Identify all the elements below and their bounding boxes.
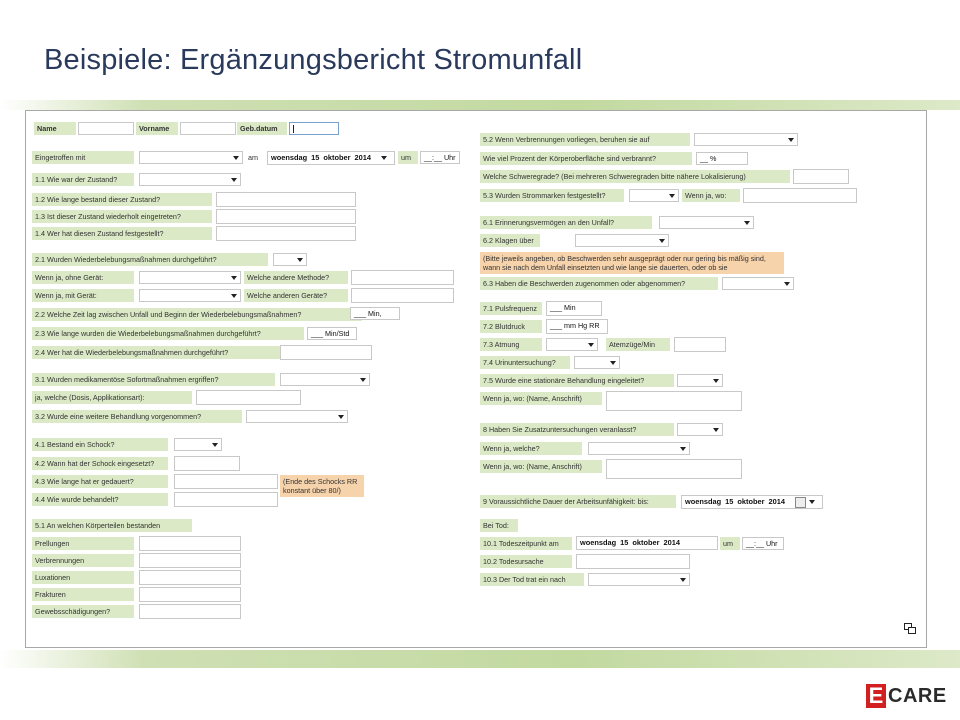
q1-4-label: 1.4 Wer hat diesen Zustand festgestellt? <box>32 227 212 240</box>
q7-2-label: 7.2 Blutdruck <box>480 320 542 333</box>
welche-methode-label: Welche andere Methode? <box>244 271 348 284</box>
bei-tod-label: Bei Tod: <box>480 519 518 532</box>
q10-1-um-label: um <box>720 537 740 550</box>
q4-3-input[interactable] <box>174 474 278 489</box>
q7-2-input[interactable]: ___ mm Hg RR <box>546 319 608 334</box>
q3-2-select[interactable] <box>246 410 348 423</box>
date-year: 2014 <box>354 153 371 162</box>
q1-3-label: 1.3 Ist dieser Zustand wiederholt eingetreten? <box>32 210 212 223</box>
date-day: 15 <box>311 153 320 162</box>
q7-5-select[interactable] <box>677 374 723 387</box>
q2-1-label: 2.1 Wurden Wiederbelebungsmaßnahmen durchgeführt? <box>32 253 268 266</box>
ja-welche-input[interactable] <box>196 390 301 405</box>
q2-4-input[interactable] <box>280 345 372 360</box>
q9-label: 9 Voraussichtliche Dauer der Arbeitsunfähigkeit: bis: <box>480 495 676 508</box>
q6-2-label: 6.2 Klagen über <box>480 234 540 247</box>
frakturen-input[interactable] <box>139 587 241 602</box>
eingetroffen-date[interactable] <box>267 151 395 165</box>
schweregrade-input[interactable] <box>793 169 849 184</box>
wenn-welche-label: Wenn ja, welche? <box>480 442 582 455</box>
q10-1-label: 10.1 Todeszeitpunkt am <box>480 537 572 550</box>
welche-geraete-input[interactable] <box>351 288 454 303</box>
chevron-down-icon <box>744 221 750 225</box>
form-screenshot-frame <box>25 110 927 648</box>
q7-1-input[interactable]: ___ Min <box>546 301 602 316</box>
chevron-down-icon <box>360 378 366 382</box>
chevron-down-icon <box>588 343 594 347</box>
q1-3-input[interactable] <box>216 209 356 224</box>
q1-2-label: 1.2 Wie lange bestand dieser Zustand? <box>32 193 212 206</box>
q7-3-select[interactable] <box>546 338 598 351</box>
luxationen-label: Luxationen <box>32 571 134 584</box>
q2-2-input[interactable]: ___ Min, <box>350 307 400 320</box>
q6-3-select[interactable] <box>722 277 794 290</box>
top-band <box>0 100 960 110</box>
date-month: oktober <box>632 538 660 547</box>
q6-1-label: 6.1 Erinnerungsvermögen an den Unfall? <box>480 216 652 229</box>
chevron-down-icon <box>297 258 303 262</box>
date-year: 2014 <box>663 538 680 547</box>
q4-2-input[interactable] <box>174 456 240 471</box>
q10-1-time-input[interactable]: __:__ Uhr <box>742 537 784 550</box>
chevron-down-icon <box>788 138 794 142</box>
wenn-wo-input[interactable] <box>743 188 857 203</box>
vorname-input[interactable] <box>180 122 236 135</box>
gewebs-label: Gewebsschädigungen? <box>32 605 134 618</box>
wenn-wo-name-label: Wenn ja, wo: (Name, Anschrift) <box>480 392 602 405</box>
chevron-down-icon <box>784 282 790 286</box>
expand-icon[interactable] <box>904 623 916 634</box>
chevron-down-icon <box>680 578 686 582</box>
date-month: oktober <box>323 153 351 162</box>
wenn-wo-label: Wenn ja, wo: <box>682 189 740 202</box>
q10-1-date[interactable] <box>576 536 718 550</box>
chevron-down-icon <box>231 294 237 298</box>
q6-3-label: 6.3 Haben die Beschwerden zugenommen oder abgenommen? <box>480 277 718 290</box>
chevron-down-icon <box>680 447 686 451</box>
q2-4-label: 2.4 Wer hat die Wiederbelebungsmaßnahmen durchgeführt? <box>32 346 280 359</box>
q1-1-select[interactable] <box>139 173 241 186</box>
date-month: oktober <box>737 497 765 506</box>
gewebs-input[interactable] <box>139 604 241 619</box>
q8-label: 8 Haben Sie Zusatzuntersuchungen veranlasst? <box>480 423 674 436</box>
verbrennungen-input[interactable] <box>139 553 241 568</box>
calendar-icon[interactable] <box>795 497 806 508</box>
wenn-wo-name2-input[interactable] <box>606 459 742 479</box>
chevron-down-icon <box>713 379 719 383</box>
logo-care: CARE <box>888 685 947 707</box>
ja-welche-label: ja, welche (Dosis, Applikationsart): <box>32 391 192 404</box>
atemzuege-input[interactable] <box>674 337 726 352</box>
chevron-down-icon <box>669 194 675 198</box>
wenn-wo-name-input[interactable] <box>606 391 742 411</box>
q3-1-select[interactable] <box>280 373 370 386</box>
q6-2-note: (Bitte jeweils angeben, ob Beschwerden sehr ausgeprägt oder nur gering bis mäßig sind, wann sie nach dem Unfall einsetzten und wie lange sie dauerten, oder ob sie <box>480 252 784 274</box>
q4-1-select[interactable] <box>174 438 222 451</box>
wenn-ohne-select[interactable] <box>139 271 241 284</box>
q4-4-input[interactable] <box>174 492 278 507</box>
q7-4-select[interactable] <box>574 356 620 369</box>
prellungen-label: Prellungen <box>32 537 134 550</box>
wenn-mit-select[interactable] <box>139 289 241 302</box>
q4-1-label: 4.1 Bestand ein Schock? <box>32 438 168 451</box>
q5-1-label: 5.1 An welchen Körperteilen bestanden <box>32 519 192 532</box>
q5-3-select[interactable] <box>629 189 679 202</box>
q2-2-label: 2.2 Welche Zeit lag zwischen Unfall und Beginn der Wiederbelebungsmaßnahmen? <box>32 308 362 321</box>
prozent-input[interactable]: __ % <box>696 152 748 165</box>
ecare-logo <box>866 684 948 708</box>
q1-4-input[interactable] <box>216 226 356 241</box>
prellungen-input[interactable] <box>139 536 241 551</box>
q10-3-select[interactable] <box>588 573 690 586</box>
wenn-mit-label: Wenn ja, mit Gerät: <box>32 289 134 302</box>
q4-4-label: 4.4 Wie wurde behandelt? <box>32 493 168 506</box>
q2-3-input[interactable]: ___ Min/Std <box>307 327 357 340</box>
gebdatum-input[interactable] <box>289 122 339 135</box>
date-year: 2014 <box>768 497 785 506</box>
gebdatum-label: Geb.datum <box>237 122 287 135</box>
eingetroffen-select[interactable] <box>139 151 243 164</box>
name-label: Name <box>34 122 76 135</box>
q9-date[interactable] <box>681 495 823 509</box>
chevron-down-icon <box>659 239 665 243</box>
q10-2-input[interactable] <box>576 554 690 569</box>
q4-3-label: 4.3 Wie lange hat er gedauert? <box>32 475 168 488</box>
q3-2-label: 3.2 Wurde eine weitere Behandlung vorgenommen? <box>32 410 242 423</box>
luxationen-input[interactable] <box>139 570 241 585</box>
date-day: 15 <box>620 538 629 547</box>
wenn-ohne-label: Wenn ja, ohne Gerät: <box>32 271 134 284</box>
chevron-down-icon <box>212 443 218 447</box>
chevron-down-icon <box>231 276 237 280</box>
date-weekday: woensdag <box>580 538 617 547</box>
chevron-down-icon <box>231 178 237 182</box>
bottom-band <box>0 650 960 668</box>
slide-title: Beispiele: Ergänzungsbericht Stromunfall <box>44 44 583 76</box>
prozent-label: Wie viel Prozent der Körperoberfläche sind verbrannt? <box>480 152 692 165</box>
q8-select[interactable] <box>677 423 723 436</box>
q10-3-label: 10.3 Der Tod trat ein nach <box>480 573 584 586</box>
q5-2-label: 5.2 Wenn Verbrennungen vorliegen, beruhen sie auf <box>480 133 690 146</box>
name-input[interactable] <box>78 122 134 135</box>
q6-2-select[interactable] <box>575 234 669 247</box>
q3-1-label: 3.1 Wurden medikamentöse Sofortmaßnahmen ergriffen? <box>32 373 275 386</box>
chevron-down-icon <box>338 415 344 419</box>
am-label: am <box>248 153 258 162</box>
q7-3-label: 7.3 Atmung <box>480 338 542 351</box>
q5-3-label: 5.3 Wurden Strommarken festgestellt? <box>480 189 624 202</box>
atemzuege-label: Atemzüge/Min <box>606 338 670 351</box>
q7-1-label: 7.1 Pulsfrequenz <box>480 302 542 315</box>
q10-2-label: 10.2 Todesursache <box>480 555 572 568</box>
wenn-wo-name2-label: Wenn ja, wo: (Name, Anschrift) <box>480 460 602 473</box>
q4-3-note: (Ende des Schocks RR konstant über 80/) <box>280 475 364 497</box>
vorname-label: Vorname <box>136 122 178 135</box>
chevron-down-icon <box>233 156 239 160</box>
frakturen-label: Frakturen <box>32 588 134 601</box>
q1-2-input[interactable] <box>216 192 356 207</box>
q7-4-label: 7.4 Urinuntersuchung? <box>480 356 570 369</box>
chevron-down-icon <box>381 156 387 160</box>
date-day: 15 <box>725 497 734 506</box>
welche-geraete-label: Welche anderen Geräte? <box>244 289 348 302</box>
q6-1-select[interactable] <box>659 216 754 229</box>
date-weekday: woensdag <box>271 153 308 162</box>
schweregrade-label: Welche Schweregrade? (Bei mehreren Schweregraden bitte nähere Lokalisierung) <box>480 170 790 183</box>
q7-5-label: 7.5 Wurde eine stationäre Behandlung eingeleitet? <box>480 374 674 387</box>
date-weekday: woensdag <box>685 497 722 506</box>
welche-methode-input[interactable] <box>351 270 454 285</box>
chevron-down-icon <box>809 500 815 504</box>
logo-e: E <box>866 684 886 708</box>
q2-1-select[interactable] <box>273 253 307 266</box>
eingetroffen-label: Eingetroffen mit <box>32 151 134 164</box>
chevron-down-icon <box>610 361 616 365</box>
verbrennungen-label: Verbrennungen <box>32 554 134 567</box>
chevron-down-icon <box>713 428 719 432</box>
eingetroffen-time-input[interactable]: __:__ Uhr <box>420 151 460 164</box>
wenn-welche-select[interactable] <box>588 442 690 455</box>
um-label: um <box>398 151 418 164</box>
q1-1-label: 1.1 Wie war der Zustand? <box>32 173 134 186</box>
q2-3-label: 2.3 Wie lange wurden die Wiederbelebungsmaßnahmen durchgeführt? <box>32 327 304 340</box>
q5-2-select[interactable] <box>694 133 798 146</box>
q4-2-label: 4.2 Wann hat der Schock eingesetzt? <box>32 457 168 470</box>
